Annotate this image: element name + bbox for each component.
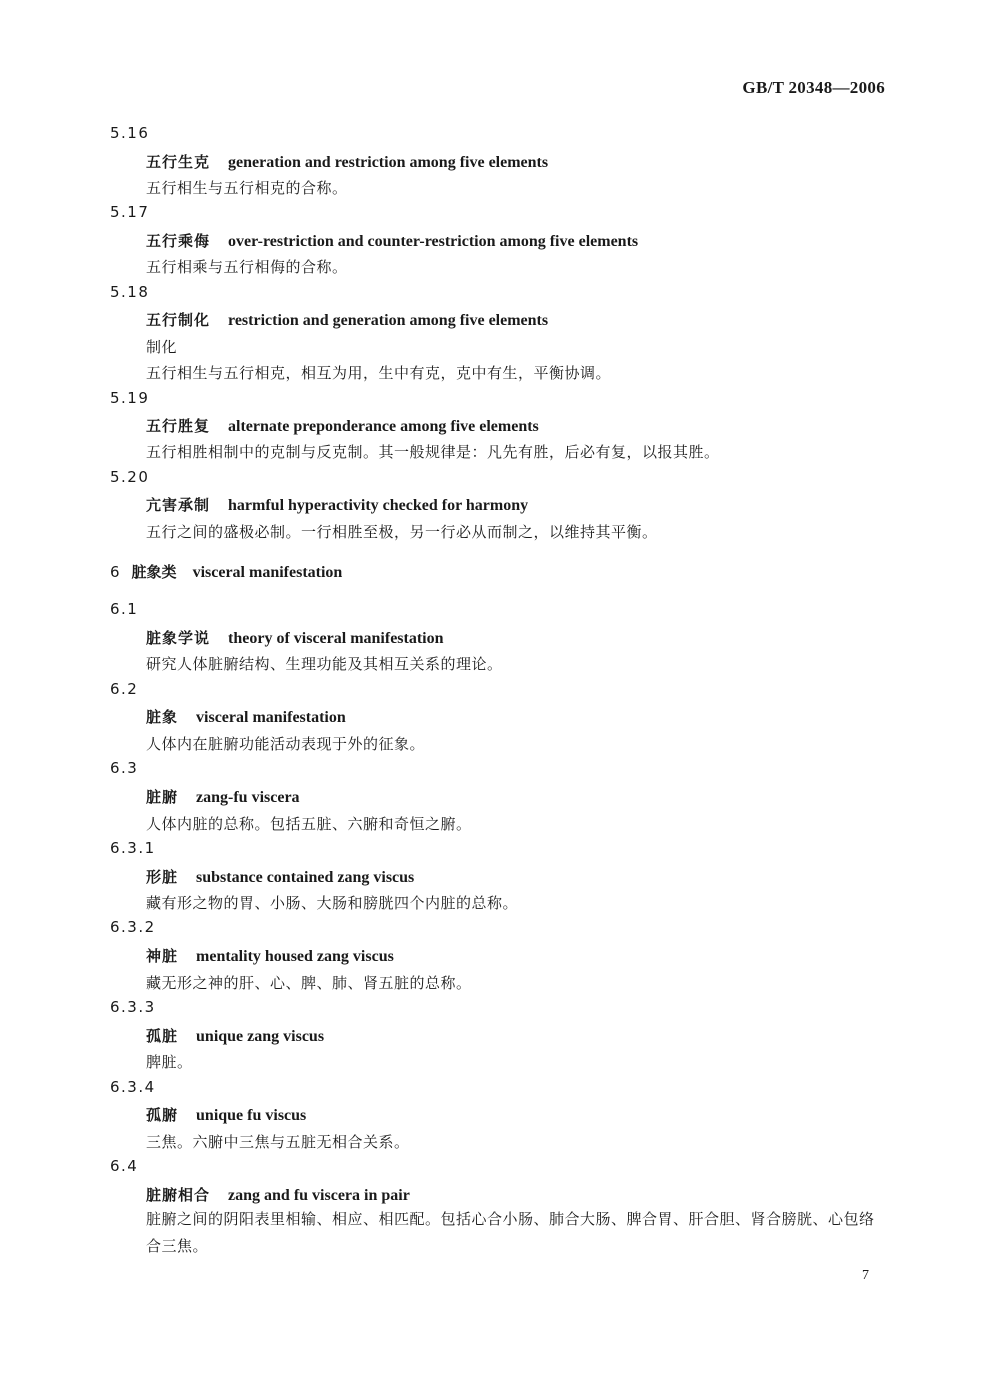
term-line: [146, 494, 528, 515]
definition: 藏无形之神的肝、心、脾、肺、肾五脏的总称。: [146, 974, 472, 992]
term-chinese: 孤脏: [146, 1027, 179, 1045]
section-number: 6: [110, 563, 120, 581]
term-english: zang-fu viscera: [196, 789, 300, 806]
entry-number: 5.19: [110, 389, 150, 407]
term-english: restriction and generation among five elements: [228, 312, 549, 329]
definition: 研究人体脏腑结构、生理功能及其相互关系的理论。: [146, 655, 503, 673]
term-chinese: 形脏: [146, 868, 179, 886]
term-chinese: 脏象: [146, 708, 179, 726]
definition: 人体内脏的总称。包括五脏、六腑和奇恒之腑。: [146, 815, 472, 833]
term-english: unique zang viscus: [196, 1028, 325, 1045]
entry-number: 6.3.3: [110, 998, 156, 1016]
page-number: 7: [862, 1268, 869, 1283]
term-chinese: 脏象学说: [146, 629, 211, 647]
definition: 藏有形之物的胃、小肠、大肠和膀胱四个内脏的总称。: [146, 894, 519, 912]
entry-number: 5.16: [110, 124, 150, 142]
term-line: [146, 786, 300, 807]
term-english: mentality housed zang viscus: [196, 948, 394, 965]
document-code: GB/T 20348—2006: [742, 78, 885, 97]
term-line: [146, 866, 414, 887]
entry-number: 6.1: [110, 600, 139, 618]
entry-number: 6.3.1: [110, 839, 156, 857]
entry-number: 5.20: [110, 468, 150, 486]
term-chinese: 五行制化: [146, 311, 211, 329]
entry-number: 6.2: [110, 680, 139, 698]
term-line: [146, 1184, 410, 1205]
entry-number: 6.3: [110, 759, 139, 777]
term-chinese: 五行生克: [146, 153, 211, 171]
term-chinese: 五行乘侮: [146, 232, 211, 250]
entry-number: 5.17: [110, 203, 150, 221]
term-english: harmful hyperactivity checked for harmony: [228, 497, 529, 514]
term-line: [146, 151, 548, 172]
section-heading: [110, 561, 342, 582]
term-english: substance contained zang viscus: [196, 869, 415, 886]
definition: 五行相生与五行相克，相互为用，生中有克，克中有生，平衡协调。: [146, 364, 612, 382]
entry-number: 6.3.4: [110, 1078, 156, 1096]
term-line: [146, 1104, 306, 1125]
definition: 五行相胜相制中的克制与反克制。其一般规律是：凡先有胜，后必有复，以报其胜。: [146, 443, 720, 461]
term-line: [146, 415, 539, 436]
definition: 五行相生与五行相克的合称。: [146, 179, 348, 197]
term-line: [146, 230, 638, 251]
entry-number: 6.3.2: [110, 918, 156, 936]
term-english: generation and restriction among five elements: [228, 154, 549, 171]
section-title-chinese: 脏象类: [131, 563, 177, 581]
term-chinese: 亢害承制: [146, 496, 211, 514]
term-line: [146, 309, 548, 330]
term-chinese: 五行胜复: [146, 417, 211, 435]
term-line: [146, 706, 346, 727]
entry-number: 6.4: [110, 1157, 139, 1175]
term-english: unique fu viscus: [196, 1107, 307, 1124]
term-chinese: 孤腑: [146, 1106, 179, 1124]
term-line: [146, 1025, 324, 1046]
term-line: [146, 627, 444, 648]
term-english: theory of visceral manifestation: [228, 630, 444, 647]
term-english: over-restriction and counter-restriction among five elements: [228, 233, 639, 250]
synonym: 制化: [146, 338, 178, 356]
term-line: [146, 945, 394, 966]
term-english: zang and fu viscera in pair: [228, 1187, 410, 1204]
definition: 脾脏。: [146, 1053, 193, 1071]
entry-number: 5.18: [110, 283, 150, 301]
definition: 人体内在脏腑功能活动表现于外的征象。: [146, 735, 426, 753]
definition: 五行相乘与五行相侮的合称。: [146, 258, 348, 276]
term-english: visceral manifestation: [196, 709, 346, 726]
term-chinese: 神脏: [146, 947, 179, 965]
section-title-english: visceral manifestation: [192, 564, 343, 581]
definition: 三焦。六腑中三焦与五脏无相合关系。: [146, 1133, 410, 1151]
term-chinese: 脏腑相合: [146, 1186, 211, 1204]
definition: 五行之间的盛极必制。一行相胜至极，另一行必从而制之，以维持其平衡。: [146, 523, 658, 541]
term-english: alternate preponderance among five elements: [228, 418, 539, 435]
definition: 脏腑之间的阴阳表里相输、相应、相匹配。包括心合小肠、肺合大肠、脾合胃、肝合胆、肾合膀胱、心包络合三焦。: [146, 1210, 875, 1255]
term-chinese: 脏腑: [146, 788, 179, 806]
